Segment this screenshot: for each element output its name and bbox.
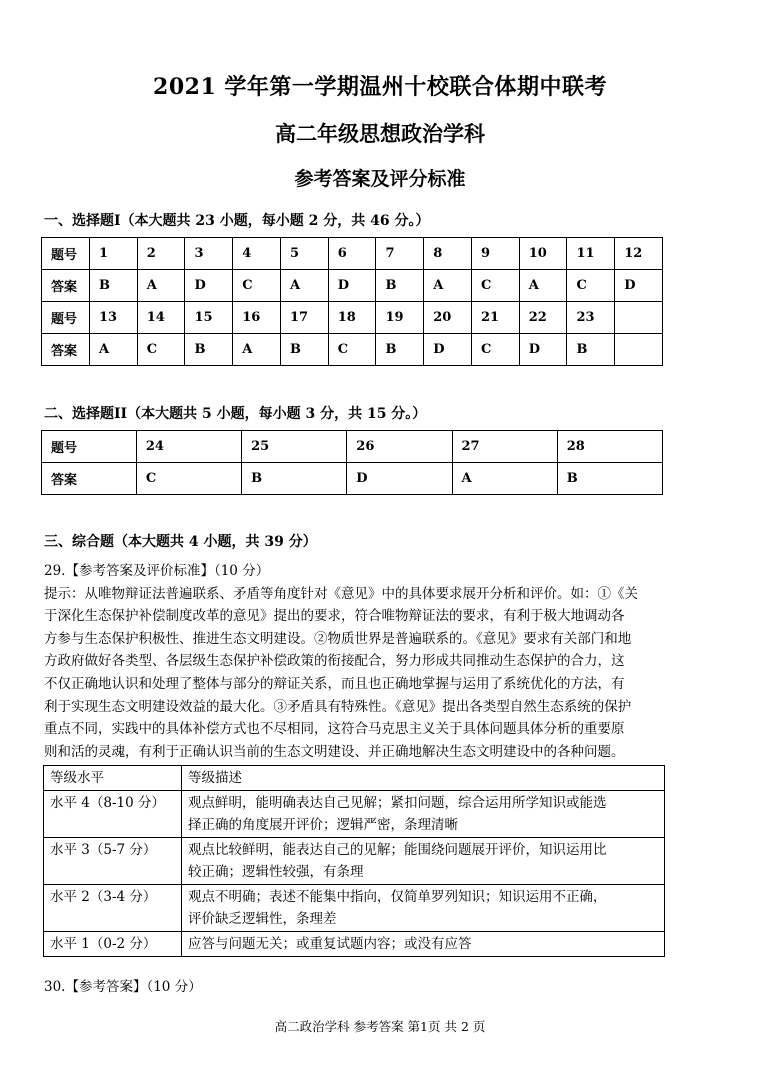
answer-cell: D <box>424 334 472 366</box>
answer-line: 不仅正确地认识和处理了整体与部分的辩证关系，而且也正确地掌握与运用了系统优化的方法，有 <box>44 675 625 692</box>
question-number-row <box>42 238 663 270</box>
answer-cell: B <box>567 334 615 366</box>
question-cell: 20 <box>424 302 472 334</box>
answer-line: 于深化生态保护补偿制度改革的意见》提出的要求，符合唯物辩证法的要求，有利于极大地调动各 <box>44 608 625 625</box>
question-cell: 4 <box>233 238 281 270</box>
question-cell: 9 <box>471 238 519 270</box>
answer-cell: D <box>615 270 663 302</box>
section2-heading: 二、选择题II（本大题共 5 小题，每小题 3 分，共 15 分。） <box>44 406 427 422</box>
evaluation-row <box>44 838 665 885</box>
question-cell: 1 <box>89 238 137 270</box>
section3-heading: 三、综合题（本大题共 4 小题，共 39 分） <box>44 534 317 550</box>
row-label: 答案 <box>42 270 90 302</box>
question-30-title: 30.【参考答案】（10 分） <box>44 979 202 995</box>
description-line: 观点鲜明，能明确表达自己见解；紧扣问题，综合运用所学知识或能选 <box>188 795 607 811</box>
level-cell: 水平 3（5-7 分） <box>44 838 182 885</box>
level-header: 等级水平 <box>44 766 182 791</box>
level-cell: 水平 2（3-4 分） <box>44 885 182 932</box>
question-cell: 16 <box>233 302 281 334</box>
row-label: 题号 <box>42 431 137 463</box>
question-cell: 18 <box>328 302 376 334</box>
answer-cell: C <box>567 270 615 302</box>
section2-answer-table <box>41 430 663 495</box>
row-label: 题号 <box>42 302 90 334</box>
question-number-row <box>42 302 663 334</box>
answer-line: 利于实现生态文明建设效益的最大化。③矛盾具有特殊性。《意见》提出各类型自然生态系统的保护 <box>44 698 632 715</box>
answer-cell: D <box>519 334 567 366</box>
description-cell <box>182 838 665 885</box>
evaluation-row <box>44 885 665 932</box>
question-cell: 19 <box>376 302 424 334</box>
answer-cell: C <box>136 463 241 495</box>
answer-line: 提示：从唯物辩证法普遍联系、矛盾等角度针对《意见》中的具体要求展开分析和评价。如：①《关 <box>44 585 638 602</box>
answer-line: 方参与生态保护积极性、推进生态文明建设。②物质世界是普遍联系的。《意见》要求有关部门和地 <box>44 630 632 647</box>
question-cell: 8 <box>424 238 472 270</box>
answer-cell: B <box>280 334 328 366</box>
answer-cell: A <box>519 270 567 302</box>
question-cell: 6 <box>328 238 376 270</box>
description-line: 择正确的角度展开评价；逻辑严密，条理清晰 <box>188 817 458 833</box>
description-line: 观点不明确；表述不能集中指向，仅简单罗列知识；知识运用不正确， <box>188 889 607 905</box>
question-cell: 17 <box>280 302 328 334</box>
question-cell: 10 <box>519 238 567 270</box>
description-line: 较正确；逻辑性较强，有条理 <box>188 864 364 880</box>
question-cell: 13 <box>89 302 137 334</box>
level-cell: 水平 1（0-2 分） <box>44 932 182 957</box>
answer-cell: B <box>376 334 424 366</box>
section1-heading: 一、选择题I（本大题共 23 小题，每小题 2 分，共 46 分。） <box>44 213 430 229</box>
description-line: 观点比较鲜明，能表达自己的见解；能围绕问题展开评价，知识运用比 <box>188 842 607 858</box>
answer-cell: C <box>233 270 281 302</box>
answer-line: 重点不同，实践中的具体补偿方式也不尽相同，这符合马克思主义关于具体问题具体分析的重要原 <box>44 721 625 738</box>
row-label: 答案 <box>42 463 137 495</box>
answer-cell: A <box>424 270 472 302</box>
question-cell: 2 <box>137 238 185 270</box>
question-cell: 7 <box>376 238 424 270</box>
answer-line: 则和活的灵魂，有利于正确认识当前的生态文明建设、并正确地解决生态文明建设中的各种问题。 <box>44 743 625 760</box>
answer-cell: C <box>137 334 185 366</box>
question-cell: 14 <box>137 302 185 334</box>
question-cell: 15 <box>185 302 233 334</box>
row-label: 题号 <box>42 238 90 270</box>
section1-answer-table <box>41 237 663 366</box>
description-line: 评价缺乏逻辑性，条理差 <box>188 911 337 927</box>
answer-cell: A <box>233 334 281 366</box>
question-cell: 27 <box>452 431 557 463</box>
answer-cell: C <box>471 270 519 302</box>
subject-title: 高二年级思想政治学科 <box>275 121 485 146</box>
description-cell <box>182 885 665 932</box>
answer-cell: A <box>280 270 328 302</box>
question-29-block <box>44 560 712 763</box>
answer-cell <box>615 334 663 366</box>
answer-row <box>42 334 663 366</box>
question-cell <box>615 302 663 334</box>
question-cell: 23 <box>567 302 615 334</box>
description-line: 应答与问题无关；或重复试题内容；或没有应答 <box>188 936 472 952</box>
question-cell: 24 <box>136 431 241 463</box>
answer-cell: D <box>185 270 233 302</box>
question-cell: 11 <box>567 238 615 270</box>
answer-cell: A <box>89 334 137 366</box>
question-cell: 12 <box>615 238 663 270</box>
question-number-row <box>42 431 663 463</box>
question-cell: 21 <box>471 302 519 334</box>
answer-row <box>42 463 663 495</box>
evaluation-criteria-table <box>43 765 665 957</box>
answer-cell: A <box>452 463 557 495</box>
page-footer: 高二政治学科 参考答案 第1页 共 2 页 <box>274 1019 486 1034</box>
exam-title: 2021 学年第一学期温州十校联合体期中联考 <box>153 74 607 100</box>
answer-cell: C <box>471 334 519 366</box>
answer-row <box>42 270 663 302</box>
row-label: 答案 <box>42 334 90 366</box>
answer-cell: A <box>137 270 185 302</box>
question-cell: 26 <box>347 431 452 463</box>
question-cell: 22 <box>519 302 567 334</box>
evaluation-row <box>44 791 665 838</box>
level-cell: 水平 4（8-10 分） <box>44 791 182 838</box>
document-title: 参考答案及评分标准 <box>294 168 466 190</box>
question-29-title: 29.【参考答案及评价标准】（10 分） <box>44 563 270 579</box>
answer-cell: B <box>242 463 347 495</box>
description-cell <box>182 791 665 838</box>
answer-cell: B <box>376 270 424 302</box>
description-header: 等级描述 <box>182 766 665 791</box>
answer-cell: B <box>89 270 137 302</box>
answer-cell: B <box>185 334 233 366</box>
question-cell: 5 <box>280 238 328 270</box>
description-cell <box>182 932 665 957</box>
evaluation-header-row <box>44 766 665 791</box>
answer-line: 方政府做好各类型、各层级生态保护补偿政策的衔接配合，努力形成共同推动生态保护的合力，这 <box>44 653 625 670</box>
question-cell: 25 <box>242 431 347 463</box>
answer-cell: B <box>557 463 662 495</box>
answer-cell: D <box>347 463 452 495</box>
question-cell: 3 <box>185 238 233 270</box>
question-cell: 28 <box>557 431 662 463</box>
answer-cell: D <box>328 270 376 302</box>
evaluation-row <box>44 932 665 957</box>
answer-cell: C <box>328 334 376 366</box>
